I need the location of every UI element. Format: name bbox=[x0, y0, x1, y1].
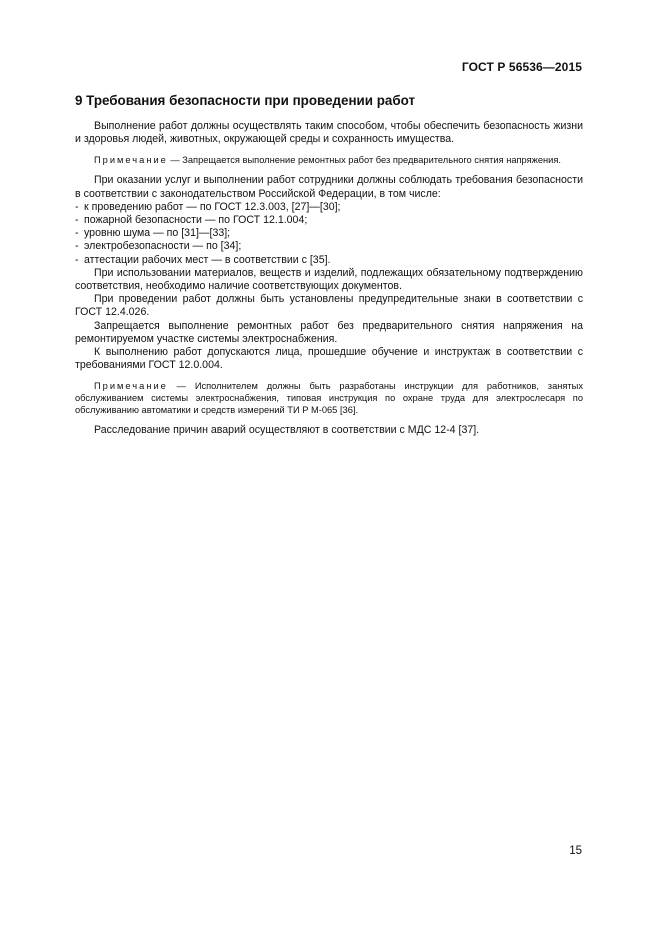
list-item: - пожарной безопасности — по ГОСТ 12.1.004; bbox=[75, 214, 308, 227]
paragraph-4: При проведении работ должны быть установлены предупредительные знаки в соответствии с ГОСТ 12.4.026. bbox=[75, 293, 583, 319]
note-2-text: — Исполнителем должны быть разработаны инструкции для работников, занятых обслуживанием системы электроснабжения, типовая инструкция по охране труда для электрослесаря по обслуживанию автоматики и средств измерений ТИ Р М-065 [36]. bbox=[75, 381, 583, 416]
paragraph-7: Расследование причин аварий осуществляют в соответствии с МДС 12-4 [37]. bbox=[94, 424, 480, 437]
requirements-list bbox=[75, 201, 583, 267]
section-title: 9 Требования безопасности при проведении работ bbox=[75, 93, 416, 108]
note-2 bbox=[75, 380, 583, 416]
paragraph-2: При оказании услуг и выполнении работ сотрудники должны соблюдать требования безопасности в соответствии с законодательством Российской Федерации, в том числе: bbox=[75, 174, 583, 200]
paragraph-6: К выполнению работ допускаются лица, прошедшие обучение и инструктаж в соответствии с требованиями ГОСТ 12.0.004. bbox=[75, 346, 583, 372]
document-id-header: ГОСТ Р 56536—2015 bbox=[461, 60, 582, 74]
list-item: - аттестации рабочих мест — в соответствии с [35]. bbox=[75, 253, 331, 266]
paragraph-5: Запрещается выполнение ремонтных работ без предварительного снятия напряжения на ремонтируемом участке системы электроснабжения. bbox=[75, 319, 583, 345]
page-number: 15 bbox=[569, 845, 582, 857]
note-2-label: Примечание bbox=[94, 381, 168, 392]
list-item: - к проведению работ — по ГОСТ 12.3.003, [27]—[30]; bbox=[75, 200, 341, 213]
paragraph-3: При использовании материалов, веществ и изделий, подлежащих обязательному подтверждению соответствия, необходимо наличие соответствующих документов. bbox=[75, 266, 583, 293]
note-1-text: — Запрещается выполнение ремонтных работ без предварительного снятия напряжения. bbox=[167, 155, 561, 166]
list-item: - уровню шума — по [31]—[33]; bbox=[75, 227, 231, 240]
note-1 bbox=[75, 154, 583, 166]
list-item: - электробезопасности — по [34]; bbox=[75, 240, 242, 253]
note-1-label: Примечание bbox=[94, 155, 168, 166]
page-content bbox=[75, 93, 583, 438]
paragraph-1: Выполнение работ должны осуществлять таким способом, чтобы обеспечить безопасность жизни и здоровья людей, животных, окружающей среды и сохранность имущества. bbox=[75, 120, 583, 146]
